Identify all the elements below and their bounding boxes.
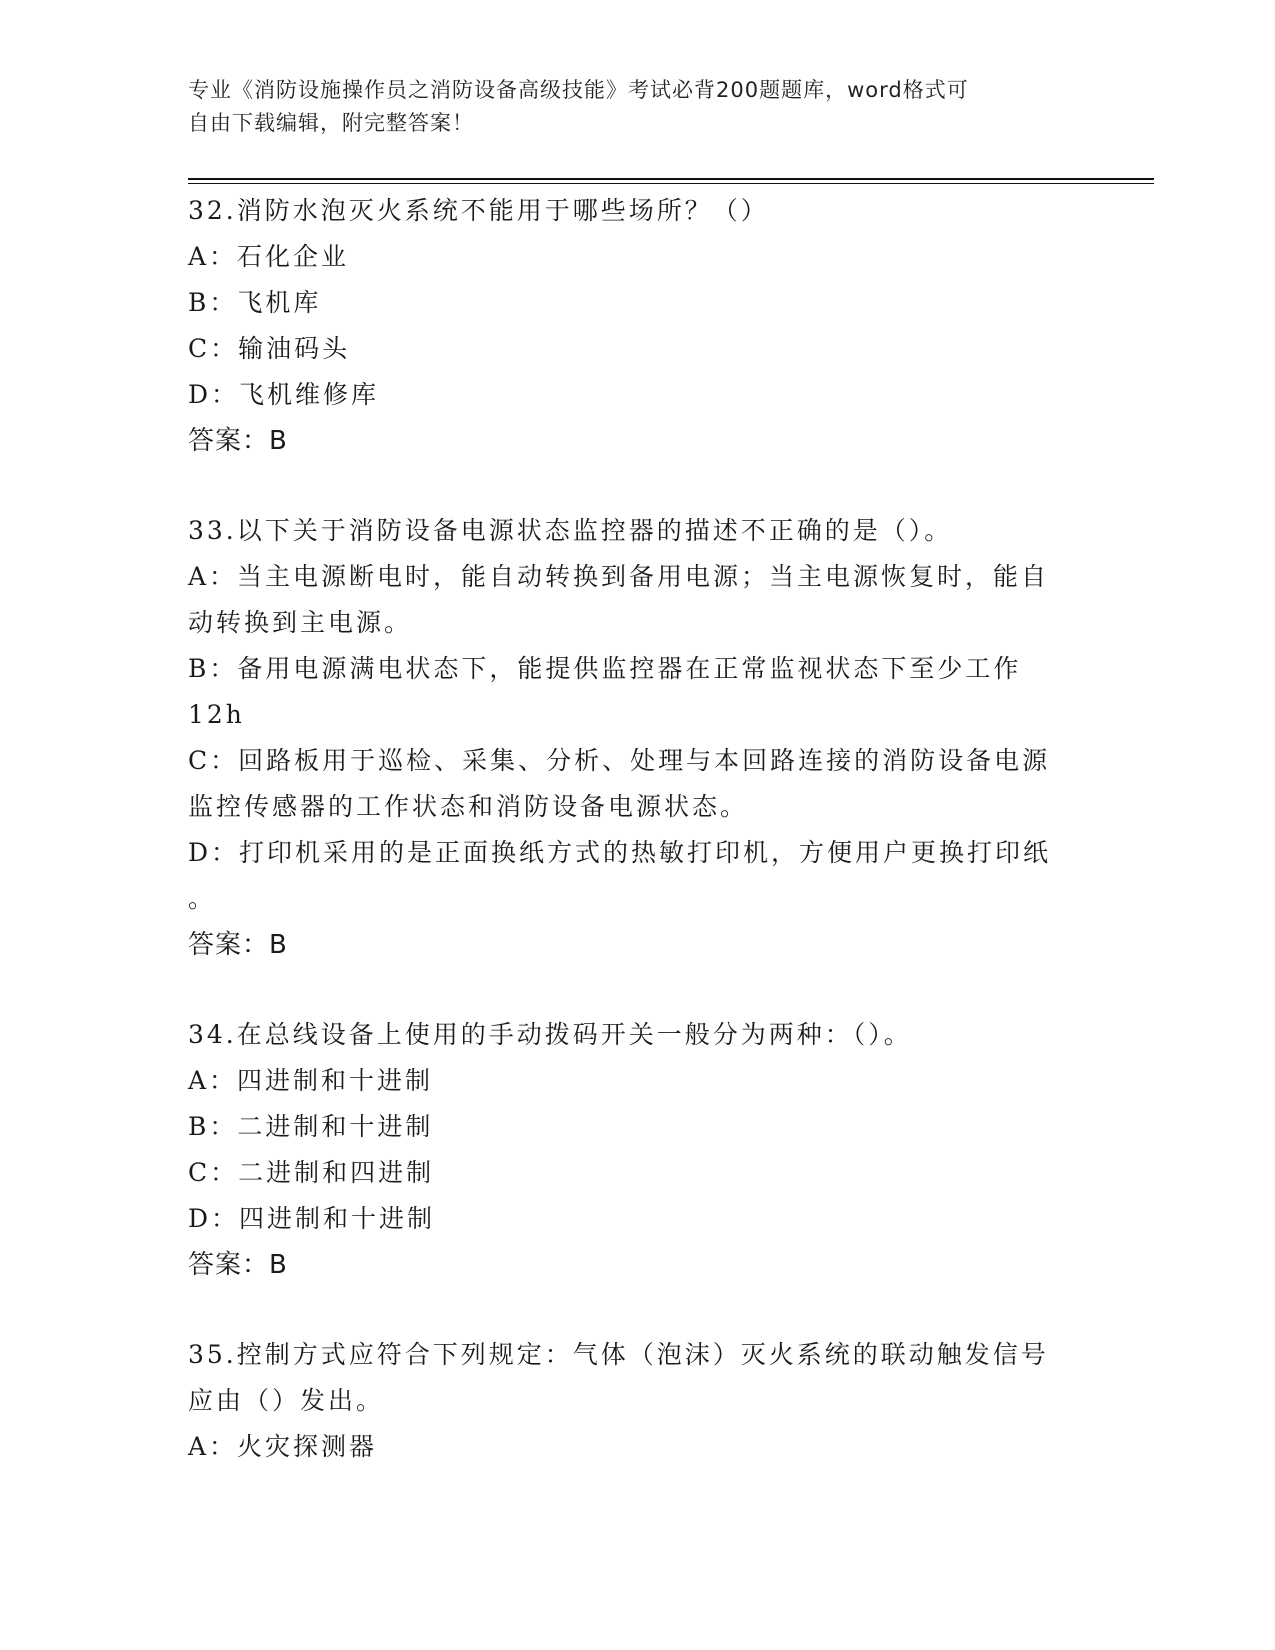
answer-line: 答案：B bbox=[188, 1250, 288, 1280]
option-b: B：二进制和十进制 bbox=[188, 1112, 434, 1141]
question-block bbox=[188, 508, 1088, 968]
question-stem-continued: 应由（）发出。 bbox=[188, 1386, 385, 1415]
answer-line: 答案：B bbox=[188, 426, 288, 456]
option-a: A：火灾探测器 bbox=[188, 1432, 378, 1461]
option-c: C：回路板用于巡检、采集、分析、处理与本回路连接的消防设备电源 bbox=[188, 746, 1051, 775]
option-a-continued: 动转换到主电源。 bbox=[188, 608, 413, 637]
question-gap bbox=[188, 1288, 1088, 1332]
question-gap bbox=[188, 464, 1088, 508]
question-stem: 32.消防水泡灭火系统不能用于哪些场所？（） bbox=[188, 196, 769, 225]
question-block bbox=[188, 188, 1088, 464]
option-d: D：飞机维修库 bbox=[188, 380, 380, 409]
option-a: A：当主电源断电时，能自动转换到备用电源；当主电源恢复时，能自 bbox=[188, 562, 1050, 591]
document-header bbox=[188, 74, 1088, 140]
header-line-2: 自由下载编辑，附完整答案！ bbox=[188, 111, 474, 135]
question-block bbox=[188, 1332, 1088, 1470]
question-stem: 34.在总线设备上使用的手动拨码开关一般分为两种：（）。 bbox=[188, 1020, 912, 1049]
option-c-continued: 监控传感器的工作状态和消防设备电源状态。 bbox=[188, 792, 749, 821]
option-c: C：二进制和四进制 bbox=[188, 1158, 435, 1187]
answer-line: 答案：B bbox=[188, 930, 288, 960]
option-a: A：石化企业 bbox=[188, 242, 350, 271]
question-stem: 35.控制方式应符合下列规定：气体（泡沫）灭火系统的联动触发信号 bbox=[188, 1340, 1049, 1369]
header-divider-thin bbox=[188, 183, 1154, 184]
header-line-1: 专业《消防设施操作员之消防设备高级技能》考试必背200题题库，word格式可 bbox=[188, 78, 969, 102]
option-d: D：打印机采用的是正面换纸方式的热敏打印机，方便用户更换打印纸 bbox=[188, 838, 1052, 867]
option-c: C：输油码头 bbox=[188, 334, 351, 363]
question-list bbox=[188, 188, 1088, 1470]
option-b-continued: 12h bbox=[188, 700, 245, 729]
option-b: B：备用电源满电状态下，能提供监控器在正常监视状态下至少工作 bbox=[188, 654, 1022, 683]
header-divider-thick bbox=[188, 178, 1154, 180]
option-a: A：四进制和十进制 bbox=[188, 1066, 434, 1095]
option-d-continued: 。 bbox=[188, 884, 217, 913]
option-d: D：四进制和十进制 bbox=[188, 1204, 436, 1233]
question-block bbox=[188, 1012, 1088, 1288]
question-gap bbox=[188, 968, 1088, 1012]
option-b: B：飞机库 bbox=[188, 288, 322, 317]
question-stem: 33.以下关于消防设备电源状态监控器的描述不正确的是（）。 bbox=[188, 516, 953, 545]
